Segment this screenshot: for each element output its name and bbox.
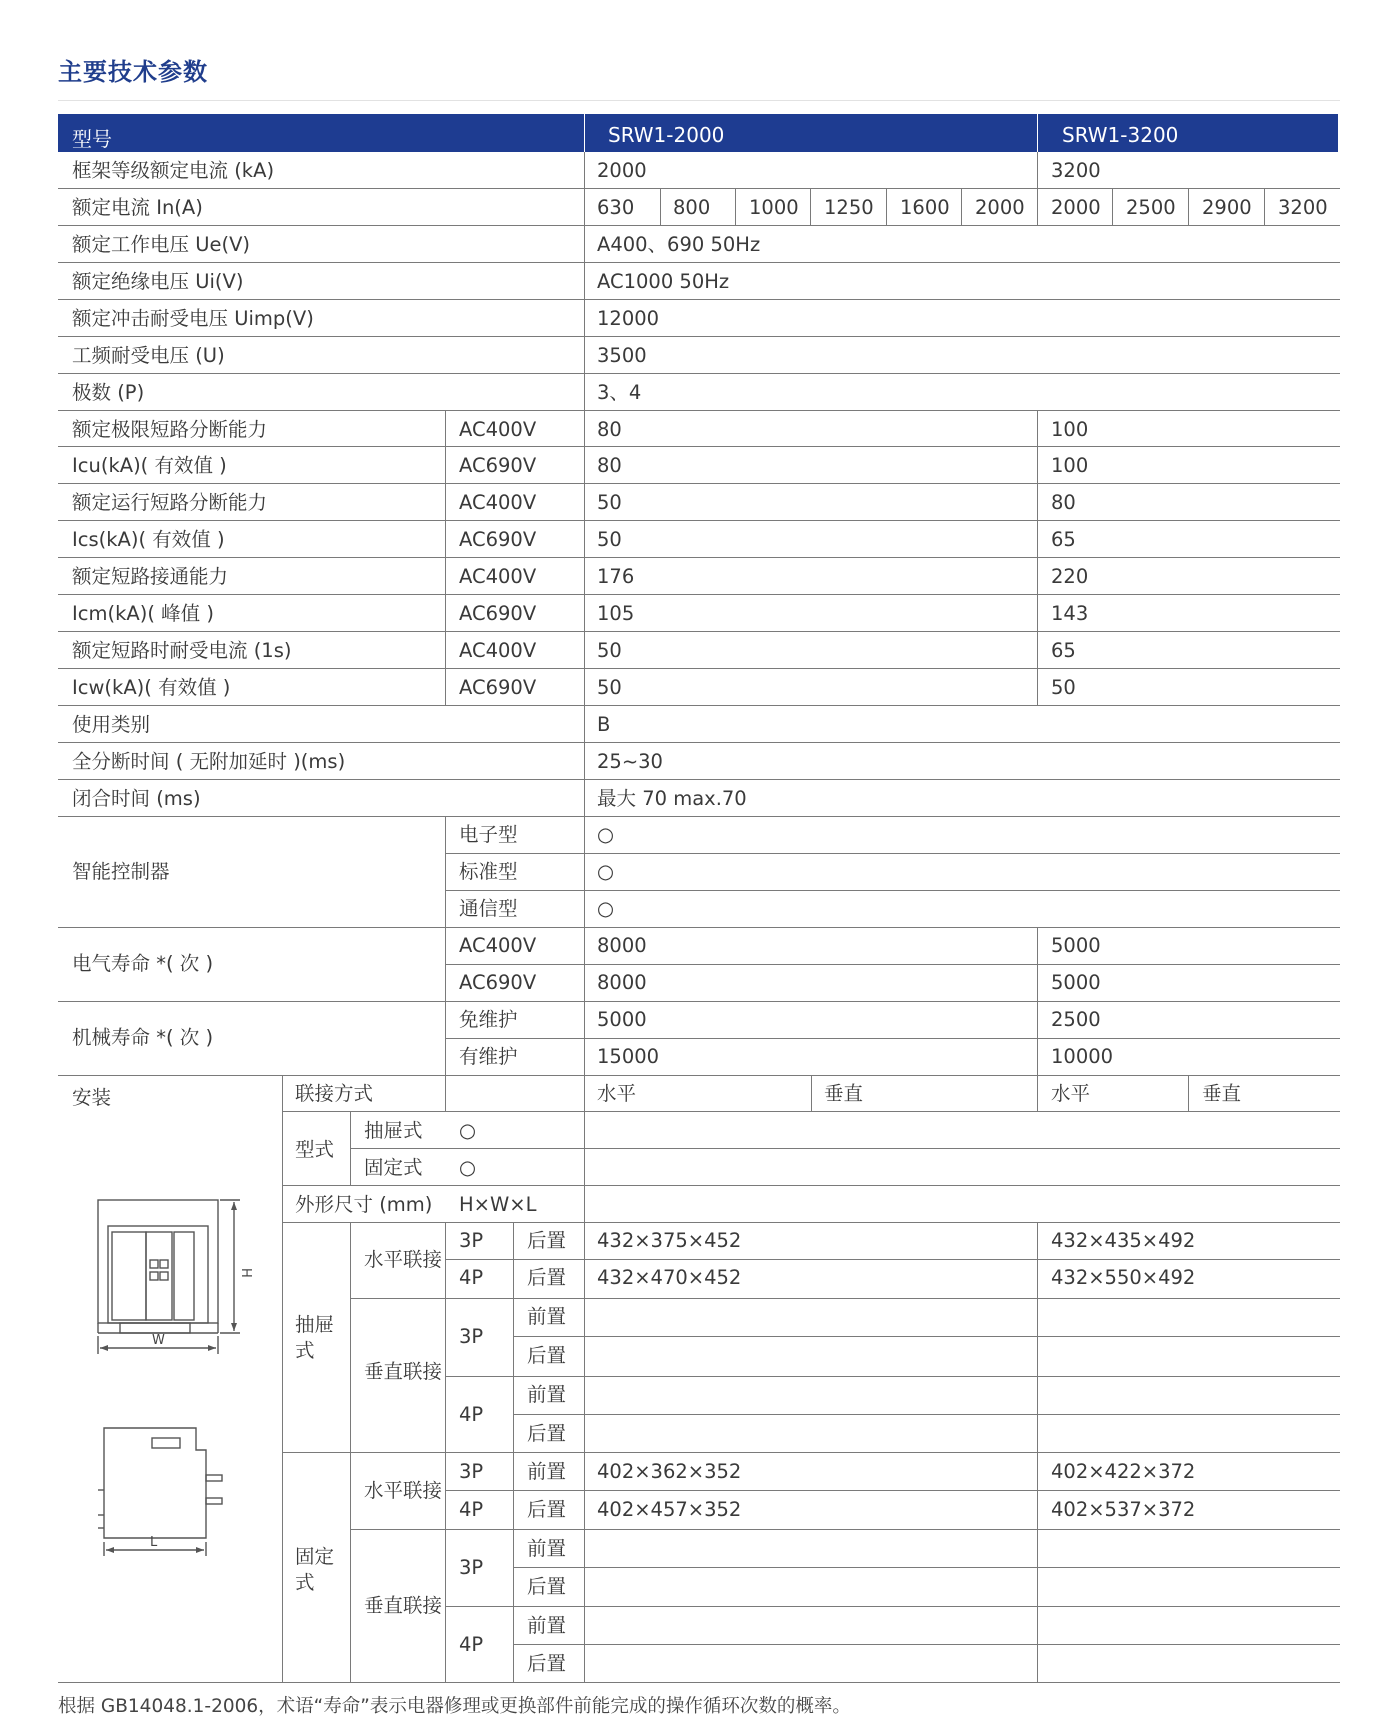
- pole-label: 3P: [459, 1556, 484, 1579]
- cell-value: 5000: [1051, 934, 1101, 957]
- voltage-label: AC400V: [459, 418, 537, 441]
- install-label: 安装: [72, 1086, 112, 1109]
- position-label: 后置: [527, 1652, 567, 1675]
- row-label: 极数 (P): [72, 381, 145, 404]
- row-line: [58, 927, 1340, 928]
- cell-value: 143: [1051, 602, 1089, 625]
- row-line: [58, 1001, 1340, 1002]
- voltage-label: AC400V: [459, 565, 537, 588]
- col-line: [1112, 188, 1113, 225]
- position-label: 前置: [527, 1383, 567, 1406]
- position-label: 后置: [527, 1266, 567, 1289]
- col-line: [350, 1111, 351, 1185]
- cell-value: 2500: [1126, 196, 1176, 219]
- pole-label: 4P: [459, 1498, 484, 1521]
- connection-value: 水平: [597, 1082, 637, 1105]
- position-label: 前置: [527, 1537, 567, 1560]
- cell-value: 2900: [1202, 196, 1252, 219]
- controller-type: 电子型: [459, 823, 518, 846]
- controller-type: 标准型: [459, 860, 518, 883]
- drawout-label: 抽屉式: [295, 1313, 335, 1362]
- pole-label: 4P: [459, 1403, 484, 1426]
- cell-value: 25~30: [597, 750, 663, 773]
- col-line: [445, 1075, 446, 1112]
- position-label: 前置: [527, 1614, 567, 1637]
- connection-value: 垂直: [824, 1082, 864, 1105]
- cell-value: 1600: [900, 196, 950, 219]
- row-label: 额定绝缘电压 Ui(V): [72, 270, 244, 293]
- col-line: [1037, 927, 1038, 1075]
- row-line: [58, 668, 1340, 669]
- row-label: 框架等级额定电流 (kA): [72, 159, 275, 182]
- row-line: [58, 336, 1340, 337]
- page-title: 主要技术参数: [58, 58, 208, 86]
- col-line: [810, 188, 811, 225]
- connection-label: 联接方式: [295, 1082, 374, 1105]
- row-line: [58, 742, 1340, 743]
- position-label: 前置: [527, 1460, 567, 1483]
- voltage-label: AC400V: [459, 934, 537, 957]
- row-label: 额定运行短路分断能力: [72, 491, 268, 514]
- col-line: [1037, 410, 1038, 706]
- cell-value: 105: [597, 602, 635, 625]
- cell-value: 50: [597, 639, 622, 662]
- cell-value: 50: [597, 491, 622, 514]
- type-label: 型式: [295, 1138, 335, 1161]
- cell-value: 5000: [1051, 971, 1101, 994]
- col-line: [735, 188, 736, 225]
- cell-value: 176: [597, 565, 635, 588]
- row-line: [58, 446, 1340, 447]
- pole-label: 3P: [459, 1460, 484, 1483]
- header-divider: [1037, 114, 1038, 152]
- cell-value: 80: [1051, 491, 1076, 514]
- cell-value: 630: [597, 196, 635, 219]
- pole-label: 4P: [459, 1633, 484, 1656]
- col-line: [282, 1075, 283, 1682]
- row-line: [58, 705, 1340, 706]
- cell-value: 65: [1051, 528, 1076, 551]
- row-label: Icu(kA)( 有效值 ): [72, 454, 227, 477]
- pole-label: 4P: [459, 1266, 484, 1289]
- row-line: [513, 1336, 1340, 1337]
- col-line: [1188, 188, 1189, 225]
- row-line: [513, 1567, 1340, 1568]
- col-line: [445, 410, 446, 706]
- cell-value: 2000: [1051, 196, 1101, 219]
- cell-value: 8000: [597, 934, 647, 957]
- row-line: [445, 1376, 1340, 1377]
- voltage-label: AC690V: [459, 676, 537, 699]
- cell-value: AC1000 50Hz: [597, 270, 730, 293]
- cell-value: 65: [1051, 639, 1076, 662]
- position-label: 后置: [527, 1229, 567, 1252]
- row-line: [282, 1185, 1340, 1186]
- row-line: [282, 1452, 1340, 1453]
- circle-mark: ○: [459, 1156, 477, 1179]
- dimension-cell: 432×375×452: [597, 1229, 742, 1252]
- vertical-connection-label: 垂直联接: [364, 1594, 443, 1617]
- row-label: 额定短路接通能力: [72, 565, 229, 588]
- col-line: [811, 1075, 812, 1112]
- dimension-value: H×W×L: [459, 1193, 537, 1216]
- dimension-cell: 402×422×372: [1051, 1460, 1196, 1483]
- horizontal-connection-label: 水平联接: [364, 1479, 443, 1502]
- maintenance-label: 免维护: [459, 1008, 518, 1031]
- pole-label: 3P: [459, 1325, 484, 1348]
- cell-value: 5000: [597, 1008, 647, 1031]
- col-line: [1188, 1075, 1189, 1112]
- dimension-label: 外形尺寸 (mm): [295, 1193, 433, 1216]
- model-srw1-3200: SRW1-3200: [1062, 123, 1179, 147]
- cell-value: 80: [597, 454, 622, 477]
- row-label: Ics(kA)( 有效值 ): [72, 528, 225, 551]
- row-line: [58, 262, 1340, 263]
- cell-value: 8000: [597, 971, 647, 994]
- row-line: [58, 816, 1340, 817]
- dimension-cell: 432×435×492: [1051, 1229, 1196, 1252]
- voltage-label: AC690V: [459, 454, 537, 477]
- fixed-label: 固定式: [295, 1545, 335, 1594]
- cell-value: 100: [1051, 418, 1089, 441]
- cell-value: 220: [1051, 565, 1089, 588]
- row-label: 额定冲击耐受电压 Uimp(V): [72, 307, 314, 330]
- voltage-label: AC690V: [459, 971, 537, 994]
- row-line: [58, 520, 1340, 521]
- cell-value: 3200: [1278, 196, 1328, 219]
- cell-value: 50: [597, 528, 622, 551]
- cell-value: 100: [1051, 454, 1089, 477]
- position-label: 后置: [527, 1498, 567, 1521]
- cell-value: 2500: [1051, 1008, 1101, 1031]
- row-line: [350, 1148, 1340, 1149]
- title-divider: [58, 100, 1340, 101]
- connection-value: 垂直: [1202, 1082, 1242, 1105]
- cell-value: 80: [597, 418, 622, 441]
- voltage-label: AC690V: [459, 528, 537, 551]
- col-line: [445, 1222, 446, 1682]
- horizontal-connection-label: 水平联接: [364, 1248, 443, 1271]
- controller-type: 通信型: [459, 897, 518, 920]
- cell-value: 3、4: [597, 381, 642, 404]
- dimension-cell: 402×457×352: [597, 1498, 742, 1521]
- row-line: [445, 890, 1340, 891]
- length-marker: L: [150, 1535, 158, 1550]
- cell-value: 1250: [824, 196, 874, 219]
- type-value: 抽屉式: [364, 1119, 423, 1142]
- dimension-cell: 432×550×492: [1051, 1266, 1196, 1289]
- cell-value: 10000: [1051, 1045, 1114, 1068]
- maintenance-label: 有维护: [459, 1045, 518, 1068]
- col-line: [660, 188, 661, 225]
- type-value: 固定式: [364, 1156, 423, 1179]
- row-line: [58, 188, 1340, 189]
- row-line: [445, 1606, 1340, 1607]
- row-line: [445, 1038, 1340, 1039]
- row-line: [58, 299, 1340, 300]
- breaker-side-drawing: [90, 1420, 250, 1570]
- voltage-label: AC400V: [459, 491, 537, 514]
- cell-value: 1000: [749, 196, 799, 219]
- row-line: [445, 964, 1340, 965]
- dimension-cell: 402×362×352: [597, 1460, 742, 1483]
- row-line: [445, 1259, 1340, 1260]
- cell-value: 2000: [975, 196, 1025, 219]
- vertical-connection-label: 垂直联接: [364, 1360, 443, 1383]
- breaker-front-drawing: [90, 1190, 253, 1360]
- row-label: Icm(kA)( 峰值 ): [72, 602, 214, 625]
- col-line: [1037, 152, 1038, 226]
- position-label: 后置: [527, 1344, 567, 1367]
- col-line: [1037, 1075, 1038, 1112]
- position-label: 后置: [527, 1422, 567, 1445]
- row-label: 使用类别: [72, 713, 151, 736]
- row-line: [58, 1075, 1340, 1076]
- row-line: [513, 1414, 1340, 1415]
- row-line: [58, 557, 1340, 558]
- row-line: [58, 631, 1340, 632]
- row-line: [350, 1529, 1340, 1530]
- row-line: [282, 1222, 1340, 1223]
- footnote: 根据 GB14048.1-2006，术语“寿命”表示电器修理或更换部件前能完成的操作循环次数的概率。: [58, 1696, 851, 1717]
- row-line: [58, 373, 1340, 374]
- row-line: [445, 1490, 1340, 1491]
- col-line: [1264, 188, 1265, 225]
- row-label: 电气寿命 *( 次 ): [72, 952, 214, 975]
- cell-value: 50: [1051, 676, 1076, 699]
- connection-value: 水平: [1051, 1082, 1091, 1105]
- row-label: 智能控制器: [72, 860, 170, 883]
- cell-value: B: [597, 713, 611, 736]
- table-bottom-line: [58, 1682, 1340, 1683]
- row-line: [58, 594, 1340, 595]
- dimension-cell: 432×470×452: [597, 1266, 742, 1289]
- cell-value: A400、690 50Hz: [597, 233, 761, 256]
- cell-value: 2000: [597, 159, 647, 182]
- row-label: 全分断时间 ( 无附加延时 )(ms): [72, 750, 346, 773]
- row-line: [58, 410, 1340, 411]
- row-line: [445, 853, 1340, 854]
- circle-mark: ○: [597, 860, 615, 883]
- row-line: [513, 1644, 1340, 1645]
- cell-value: 50: [597, 676, 622, 699]
- col-line: [961, 188, 962, 225]
- row-line: [350, 1298, 1340, 1299]
- circle-mark: ○: [459, 1119, 477, 1142]
- row-label: 额定极限短路分断能力: [72, 418, 268, 441]
- width-marker: W: [152, 1333, 165, 1348]
- model-srw1-2000: SRW1-2000: [608, 123, 725, 147]
- model-label: 型号: [72, 127, 112, 151]
- row-line: [58, 779, 1340, 780]
- circle-mark: ○: [597, 897, 615, 920]
- pole-label: 3P: [459, 1229, 484, 1252]
- row-line: [58, 483, 1340, 484]
- position-label: 后置: [527, 1575, 567, 1598]
- voltage-label: AC690V: [459, 602, 537, 625]
- header-divider: [584, 114, 585, 152]
- cell-value: 800: [673, 196, 711, 219]
- cell-value: 12000: [597, 307, 660, 330]
- cell-value: 3200: [1051, 159, 1101, 182]
- voltage-label: AC400V: [459, 639, 537, 662]
- col-line: [1037, 1222, 1038, 1682]
- row-label: 额定短路时耐受电流 (1s): [72, 639, 292, 662]
- row-label: 机械寿命 *( 次 ): [72, 1026, 214, 1049]
- row-label: 额定电流 In(A): [72, 196, 203, 219]
- circle-mark: ○: [597, 823, 615, 846]
- col-line: [584, 152, 585, 1682]
- row-label: Icw(kA)( 有效值 ): [72, 676, 231, 699]
- position-label: 前置: [527, 1305, 567, 1328]
- row-label: 工频耐受电压 (U): [72, 344, 225, 367]
- dimension-cell: 402×537×372: [1051, 1498, 1196, 1521]
- row-label: 闭合时间 (ms): [72, 787, 201, 810]
- row-label: 额定工作电压 Ue(V): [72, 233, 251, 256]
- row-line: [58, 225, 1340, 226]
- height-marker: H: [238, 1268, 253, 1278]
- col-line: [886, 188, 887, 225]
- col-line: [513, 1222, 514, 1682]
- cell-value: 3500: [597, 344, 647, 367]
- cell-value: 15000: [597, 1045, 660, 1068]
- col-line: [445, 816, 446, 1076]
- col-line: [350, 1222, 351, 1682]
- cell-value: 最大 70 max.70: [597, 787, 747, 810]
